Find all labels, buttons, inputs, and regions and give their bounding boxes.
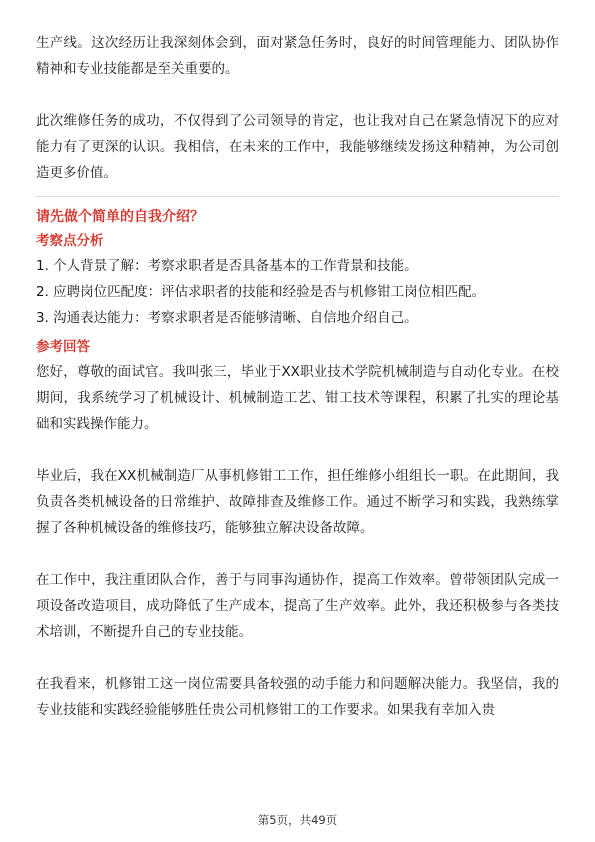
answer-paragraph-2: 毕业后，我在XX机械制造厂从事机修钳工工作，担任维修小组组长一职。在此期间，我负责各类机械设备的日常维护、故障排查及维修工作。通过不断学习和实践，我熟练掌握了各种机械设备的维修技巧，能够独立解决设备故障。 [36,468,559,536]
page-content [36,30,559,723]
answer-paragraph-1: 您好，尊敬的面试官。我叫张三，毕业于XX职业技术学院机械制造与自动化专业。在校期间，我系统学习了机械设计、机械制造工艺、钳工技术等课程，积累了扎实的理论基础和实践操作能力。 [36,364,559,432]
analysis-item-3: 3. 沟通表达能力：考察求职者是否能够清晰、自信地介绍自己。 [36,310,418,326]
answer-paragraph-3: 在工作中，我注重团队合作，善于与同事沟通协作，提高工作效率。曾带领团队完成一项设备改造项目，成功降低了生产成本，提高了生产效率。此外，我还积极参与各类技术培训，不断提升自己的专业技能。 [36,572,559,640]
analysis-item-2: 2. 应聘岗位匹配度：评估求职者的技能和经验是否与机修钳工岗位相匹配。 [36,284,486,300]
intro-paragraph-2: 此次维修任务的成功，不仅得到了公司领导的肯定，也让我对自己在紧急情况下的应对能力有了更深的认识。我相信，在未来的工作中，我能够继续发扬这种精神，为公司创造更多价值。 [36,113,559,181]
analysis-item-1: 1. 个人背景了解：考察求职者是否具备基本的工作背景和技能。 [36,258,418,274]
section-divider [36,196,559,197]
page-footer: 第5页，共49页 [257,813,338,827]
answer-paragraph-4: 在我看来，机修钳工这一岗位需要具备较强的动手能力和问题解决能力。我坚信，我的专业技能和实践经验能够胜任贵公司机修钳工的工作要求。如果我有幸加入贵 [36,676,559,718]
answer-heading: 参考回答 [36,339,90,355]
question-title: 请先做个简单的自我介绍？ [36,209,204,225]
intro-paragraph-1: 生产线。这次经历让我深刻体会到，面对紧急任务时，良好的时间管理能力、团队协作精神和专业技能都是至关重要的。 [36,35,559,77]
analysis-heading: 考察点分析 [36,233,104,249]
